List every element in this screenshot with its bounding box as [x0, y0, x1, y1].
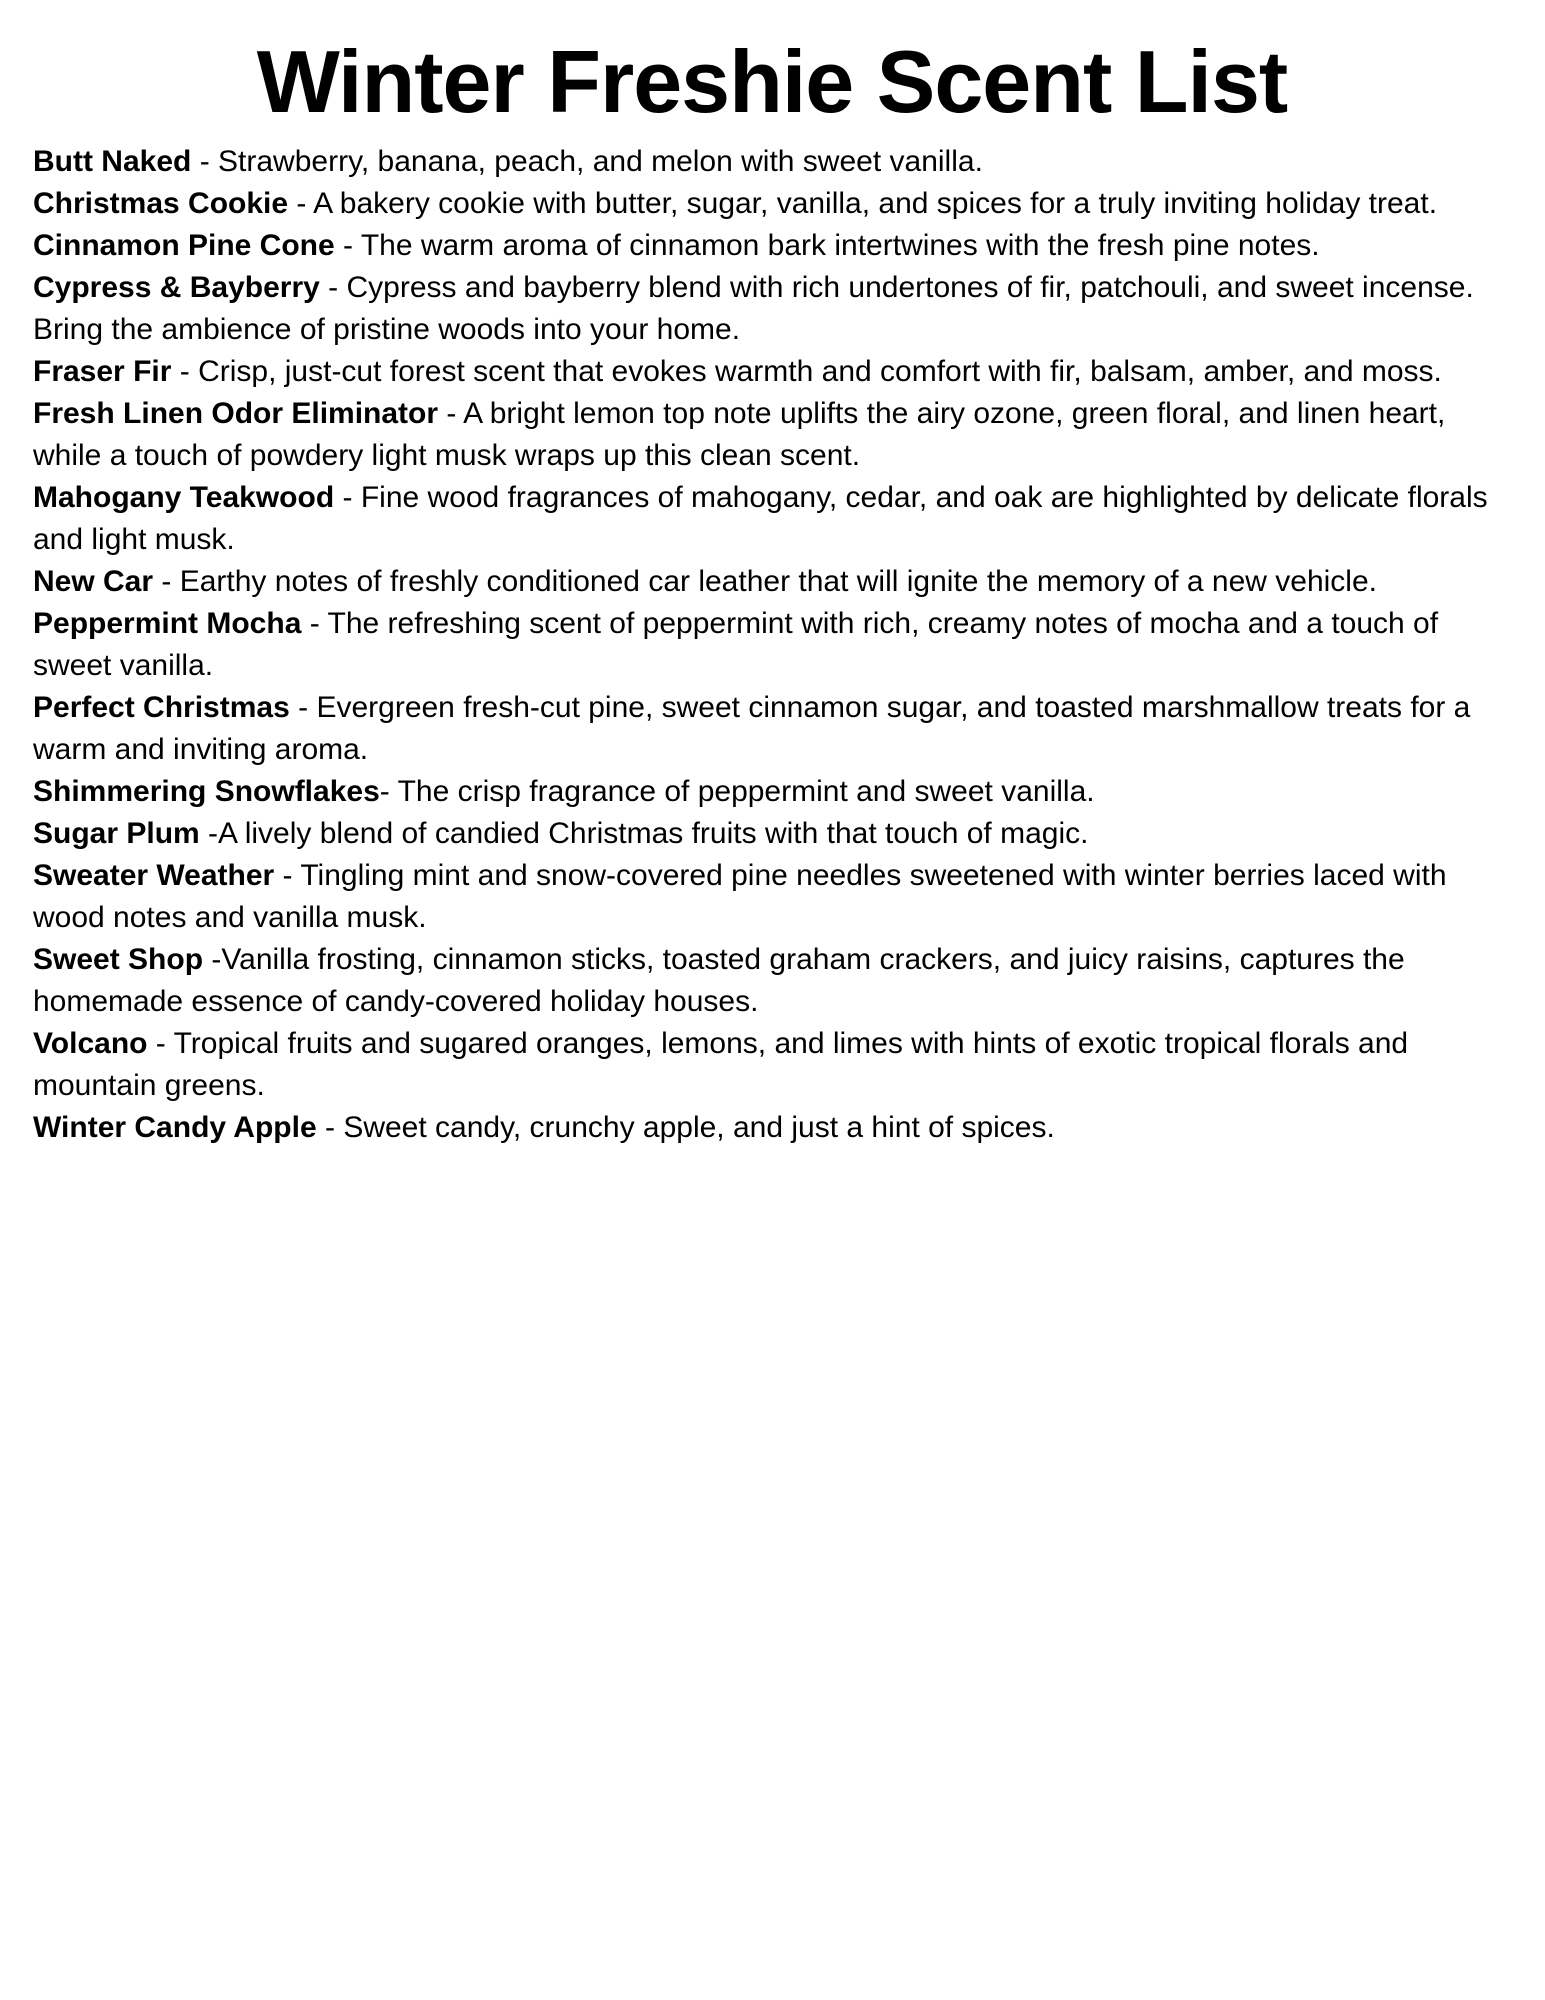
scent-name: New Car: [33, 564, 154, 598]
scent-separator: -: [153, 564, 180, 598]
scent-description: Sweet candy, crunchy apple, and just a hint of spices.: [343, 1110, 1055, 1144]
scent-item: [33, 477, 1511, 561]
scent-name: Christmas Cookie: [33, 186, 289, 220]
scent-item: [33, 141, 1511, 183]
scent-name: Perfect Christmas: [33, 690, 290, 724]
scent-item: [33, 813, 1511, 855]
scent-separator: -: [147, 1026, 174, 1060]
scent-description: Strawberry, banana, peach, and melon with sweet vanilla.: [218, 144, 983, 178]
scent-item: [33, 771, 1511, 813]
scent-item: [33, 855, 1511, 939]
scent-separator: -: [203, 942, 222, 976]
scent-name: Fresh Linen Odor Eliminator: [33, 396, 439, 430]
scent-list: [33, 141, 1511, 1149]
scent-separator: -: [379, 774, 398, 808]
scent-description: Cypress and bayberry blend with rich undertones of fir, patchouli, and sweet incense. Bring the ambience of pristine woods into your home.: [33, 270, 1474, 346]
scent-description: Tingling mint and snow-covered pine needles sweetened with winter berries laced with wood notes and vanilla musk.: [33, 858, 1447, 934]
scent-item: [33, 1023, 1511, 1107]
scent-separator: -: [199, 816, 219, 850]
scent-separator: -: [274, 858, 301, 892]
scent-item: [33, 183, 1511, 225]
scent-name: Cinnamon Pine Cone: [33, 228, 335, 262]
scent-separator: -: [334, 228, 361, 262]
scent-name: Sweet Shop: [33, 942, 204, 976]
scent-name: Cypress & Bayberry: [33, 270, 320, 304]
scent-name: Volcano: [33, 1026, 148, 1060]
scent-name: Butt Naked: [33, 144, 192, 178]
scent-separator: -: [289, 690, 317, 724]
scent-description: Vanilla frosting, cinnamon sticks, toasted graham crackers, and juicy raisins, captures the homemade essence of candy-covered holiday houses.: [33, 942, 1405, 1018]
scent-name: Fraser Fir: [33, 354, 172, 388]
scent-name: Sugar Plum: [33, 816, 200, 850]
scent-name: Shimmering Snowflakes: [33, 774, 380, 808]
scent-item: [33, 1107, 1511, 1149]
scent-separator: -: [171, 354, 199, 388]
scent-separator: -: [316, 1110, 344, 1144]
scent-item: [33, 561, 1511, 603]
scent-item: [33, 267, 1511, 351]
scent-item: [33, 351, 1511, 393]
scent-name: Peppermint Mocha: [33, 606, 302, 640]
scent-item: [33, 687, 1511, 771]
scent-name: Mahogany Teakwood: [33, 480, 335, 514]
scent-separator: -: [438, 396, 464, 430]
scent-description: Evergreen fresh-cut pine, sweet cinnamon sugar, and toasted marshmallow treats for a warm and inviting aroma.: [33, 690, 1471, 766]
scent-separator: -: [319, 270, 347, 304]
scent-separator: -: [334, 480, 361, 514]
scent-description: The crisp fragrance of peppermint and sweet vanilla.: [397, 774, 1095, 808]
scent-description: The warm aroma of cinnamon bark intertwines with the fresh pine notes.: [360, 228, 1320, 262]
scent-item: [33, 393, 1511, 477]
scent-description: Crisp, just-cut forest scent that evokes warmth and comfort with fir, balsam, amber, and moss.: [198, 354, 1442, 388]
page-title: Winter Freshie Scent List: [256, 32, 1288, 131]
scent-item: [33, 939, 1511, 1023]
scent-description: A lively blend of candied Christmas fruits with that touch of magic.: [218, 816, 1089, 850]
scent-separator: -: [288, 186, 314, 220]
scent-separator: -: [301, 606, 328, 640]
scent-description: A bakery cookie with butter, sugar, vanilla, and spices for a truly inviting holiday treat.: [313, 186, 1438, 220]
scent-name: Sweater Weather: [33, 858, 275, 892]
scent-item: [33, 603, 1511, 687]
scent-description: Tropical fruits and sugared oranges, lemons, and limes with hints of exotic tropical florals and mountain greens.: [33, 1026, 1409, 1102]
scent-description: Fine wood fragrances of mahogany, cedar, and oak are highlighted by delicate florals and light musk.: [33, 480, 1488, 556]
scent-name: Winter Candy Apple: [33, 1110, 317, 1144]
scent-separator: -: [191, 144, 219, 178]
scent-description: Earthy notes of freshly conditioned car leather that will ignite the memory of a new vehicle.: [179, 564, 1377, 598]
scent-item: [33, 225, 1511, 267]
scent-description: The refreshing scent of peppermint with rich, creamy notes of mocha and a touch of sweet vanilla.: [33, 606, 1439, 682]
scent-description: A bright lemon top note uplifts the airy ozone, green floral, and linen heart, while a touch of powdery light musk wraps up this clean scent.: [33, 396, 1446, 472]
